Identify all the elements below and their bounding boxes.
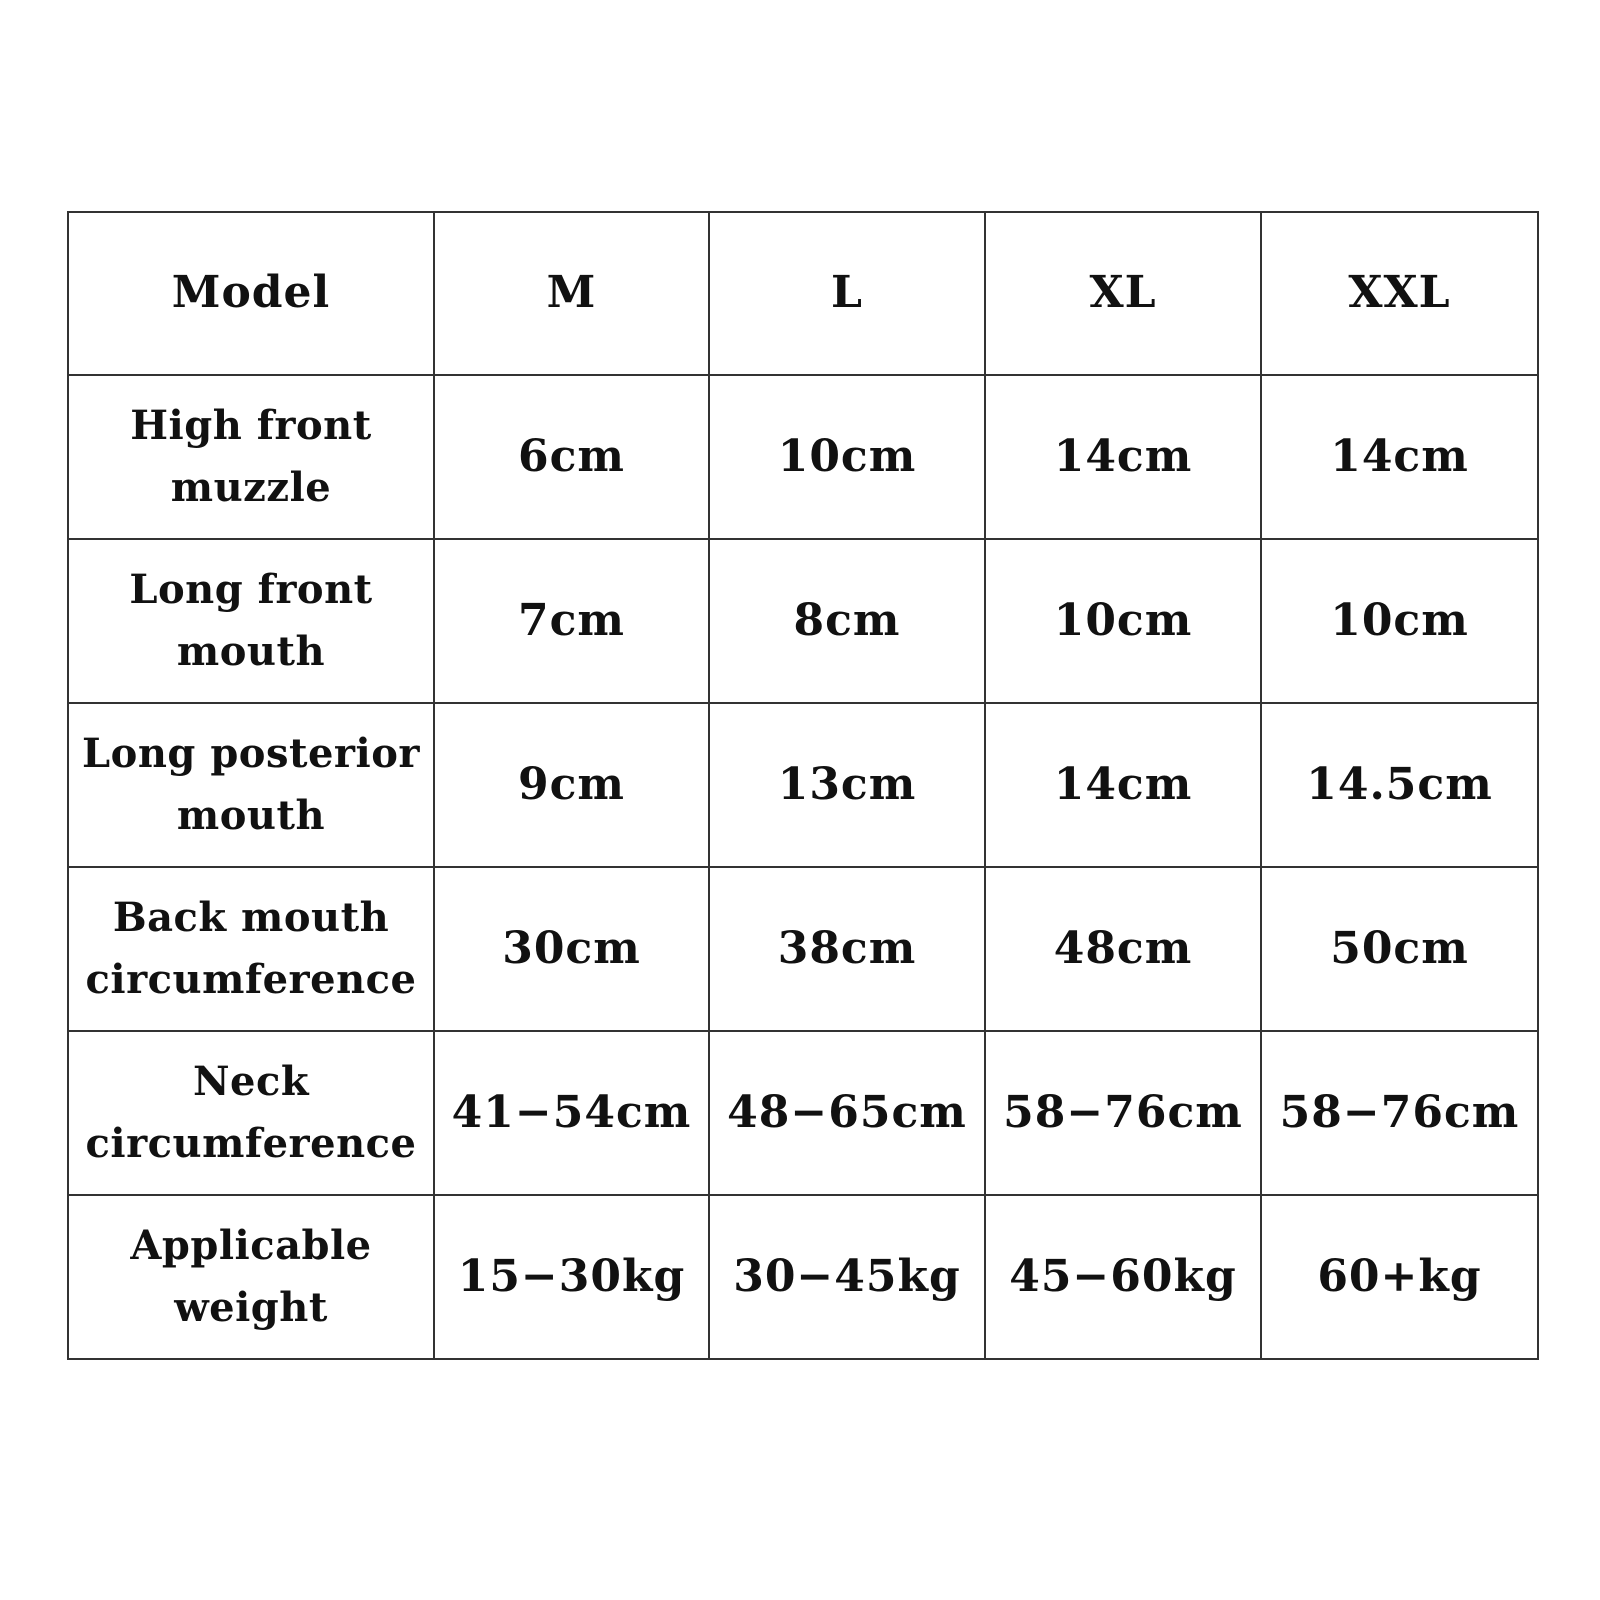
value-cell: 41−54cm	[434, 1031, 709, 1195]
value-cell: 58−76cm	[985, 1031, 1261, 1195]
value-cell: 15−30kg	[434, 1195, 709, 1359]
table-row	[68, 1031, 1538, 1195]
value-cell: 14cm	[985, 375, 1261, 539]
value-cell: 8cm	[709, 539, 985, 703]
row-label-long-posterior-mouth	[68, 703, 434, 867]
value-cell: 10cm	[985, 539, 1261, 703]
row-label-line1: Long front	[129, 566, 373, 613]
value-cell: 13cm	[709, 703, 985, 867]
row-label-line1: Neck	[192, 1058, 310, 1105]
value-cell: 50cm	[1261, 867, 1538, 1031]
value-cell: 48cm	[985, 867, 1261, 1031]
table-row	[68, 867, 1538, 1031]
value-cell: 30cm	[434, 867, 709, 1031]
value-cell: 9cm	[434, 703, 709, 867]
value-cell: 30−45kg	[709, 1195, 985, 1359]
header-size-xl: XL	[985, 212, 1261, 375]
table-row	[68, 703, 1538, 867]
table-row	[68, 375, 1538, 539]
value-cell: 60+kg	[1261, 1195, 1538, 1359]
row-label-line1: Long posterior	[82, 730, 420, 777]
value-cell: 48−65cm	[709, 1031, 985, 1195]
value-cell: 7cm	[434, 539, 709, 703]
value-cell: 10cm	[1261, 539, 1538, 703]
header-model-cell: Model	[68, 212, 434, 375]
value-cell: 38cm	[709, 867, 985, 1031]
row-label-back-mouth-circumference	[68, 867, 434, 1031]
size-chart-table	[67, 211, 1539, 1360]
table-header-row	[68, 212, 1538, 375]
value-cell: 14cm	[1261, 375, 1538, 539]
row-label-applicable-weight	[68, 1195, 434, 1359]
value-cell: 58−76cm	[1261, 1031, 1538, 1195]
table-row	[68, 1195, 1538, 1359]
header-size-l: L	[709, 212, 985, 375]
table-row	[68, 539, 1538, 703]
value-cell: 14.5cm	[1261, 703, 1538, 867]
row-label-line1: Applicable	[130, 1222, 372, 1269]
row-label-line2: mouth	[176, 792, 326, 839]
row-label-line1: Back mouth	[112, 894, 390, 941]
row-label-line1: High front	[130, 402, 372, 449]
header-size-m: M	[434, 212, 709, 375]
value-cell: 10cm	[709, 375, 985, 539]
row-label-line2: weight	[174, 1284, 328, 1331]
row-label-line2: muzzle	[170, 464, 332, 511]
row-label-line2: circumference	[85, 1120, 417, 1167]
row-label-high-front-muzzle	[68, 375, 434, 539]
header-size-xxl: XXL	[1261, 212, 1538, 375]
row-label-line2: circumference	[85, 956, 417, 1003]
row-label-neck-circumference	[68, 1031, 434, 1195]
value-cell: 45−60kg	[985, 1195, 1261, 1359]
row-label-line2: mouth	[176, 628, 326, 675]
row-label-long-front-mouth	[68, 539, 434, 703]
value-cell: 6cm	[434, 375, 709, 539]
value-cell: 14cm	[985, 703, 1261, 867]
